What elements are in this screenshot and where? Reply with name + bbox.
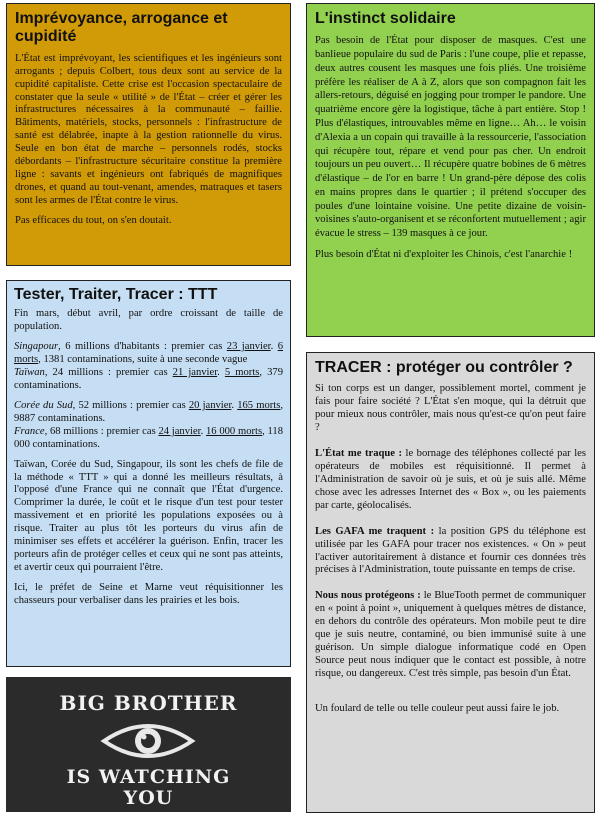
article-paragraph: Pas besoin de l'État pour disposer de masques. C'est une banlieue populaire du sud de Paris : l'une coupe, plie et repasse, deux autres cousent les masques une fois pliés. Une troisième préfère les réaliser de A à Z, alors que son compagnon fait les allers-retours, déguisé en jogging pour tromper le pandore. Une quatrième encore gère la logistique, tâche à part entière. Stop ! Plus d'élastiques, introuvables même en ligne… Ah… le voisin d'Alexia a un copain qui travaille à la ressourcerie, l'association qui récupère tout, répare et vend pour pas cher. Un endroit toujours un peu ouvert… Il récupère quatre bobines de 6 mètres d'élastique – de l'or en barre ! Un grand-père dépose des colis en mains propres dans le quartier ; il prétend s'occuper des poules d'une lointaine voisine. Une petite dizaine de voisin-voisines s'auto-organisent et se réconfortent mutuellement ; agir évacue le stress – 139 masques à ce jour.	[315, 35, 586, 240]
bullet-list	[315, 435, 586, 681]
article-imprevoyance	[6, 3, 291, 266]
country-text: , 118 000 contaminations.	[14, 425, 283, 450]
first-case-date: 21 janvier	[172, 367, 218, 379]
bullet-text: le BlueTooth permet de communiquer en « point à point », uniquement à quelques mètres de distance, en dehors du contrôle des opérateurs. Mon mobile peut te dire que je suis neutre, contaminé, ou bien immunisé suite à une guérison. Un simple dialogue informatique codé en Open Source peut nous indiquer que le contact est possible, à notre risque, ou dangereux. C'est très simple, pas besoin d'un État.	[315, 590, 586, 679]
country-name: Singapour	[14, 341, 59, 353]
article-title: L'instinct solidaire	[315, 10, 456, 27]
article-paragraph: Ici, le préfet de Seine et Marne veut réquisitionner les chasseurs pour verbaliser dans les prairies et les bois.	[14, 581, 283, 606]
article-tracer	[306, 352, 595, 813]
article-title: Tester, Traiter, Tracer : TTT	[14, 286, 218, 303]
country-text: .	[217, 367, 225, 379]
country-text: , 68 millions : premier cas	[44, 425, 159, 437]
article-intro: Fin mars, début avril, par ordre croissant de taille de population.	[14, 308, 283, 333]
article-paragraph: L'État est imprévoyant, les scientifiques et les ingénieurs sont arrogants ; depuis Colbert, tous deux sont au service de la cupidité capitaliste. Cette crise est l'occasion spectaculaire de constater que la seule « utilité » de l'État – créer et gérer les infrastructures nécessaires à la communauté – faillie. Bâtiments, matériels, stocks, personnels : l'infrastructure de santé est délabrée, inapte à la gestion rationnelle du virus. Seule en bon état de marche – personnels rodés, stocks débordants – l'infrastructure sécuritaire constitue la première ligne : savants et ingénieurs ont fabriqués de magnifiques drones, et quand au tout-venant, amendes, matraques et tasers sont les armes de l'État contre le virus.	[15, 52, 282, 206]
poster-line-3: YOU	[123, 787, 174, 809]
bullet-item	[315, 526, 586, 578]
country-entry	[14, 341, 283, 367]
first-case-date: 23 janvier	[226, 341, 271, 353]
country-name: France	[14, 425, 45, 437]
country-text: .	[231, 399, 238, 411]
death-count: 5 morts	[224, 367, 260, 379]
article-ttt	[6, 280, 291, 667]
poster-line-2: IS WATCHING	[66, 766, 231, 788]
country-text: .	[200, 425, 206, 437]
article-title: TRACER : protéger ou contrôler ?	[315, 359, 573, 376]
bullet-item	[315, 448, 586, 513]
country-text: , 24 millions : premier cas	[44, 367, 173, 379]
country-list	[14, 341, 283, 451]
country-entry	[14, 426, 283, 452]
country-text: , 52 millions : premier cas	[72, 399, 189, 411]
article-paragraph: Pas efficaces du tout, on s'en doutait.	[15, 214, 172, 226]
country-text: , 379 contaminations.	[14, 367, 284, 391]
death-count: 16 000 morts	[206, 425, 263, 437]
bullet-item	[315, 590, 586, 680]
poster-line-1: BIG BROTHER	[59, 691, 238, 715]
bullet-text: la position GPS du téléphone est utilisée par les GAFA pour tracer nos existences. « On » peut l'activer autoritairement à distance et fournir ces données très précises à l'Administration, toute puissante en temps de crise.	[315, 525, 586, 576]
article-paragraph: Taïwan, Corée du Sud, Singapour, ils sont les chefs de file de la méthode « TTT » qui a donné les meilleurs résultats, à l'opposé d'une France qui ne connaît que l'État d'urgence. Comprimer la durée, le coût et le risque d'un test pour tester massivement et en priorité les populations exposées ou à risque. Traiter au plus tôt les porteurs du virus afin de minimiser ses effets et accélérer la guérison. Enfin, tracer les porteurs afin de protéger celles et ceux qui ne sont pas atteints, et avertir ceux qui pourraient l'être.	[14, 458, 283, 573]
eye-icon	[100, 719, 196, 763]
country-text: , 1381 contaminations, suite à une seconde vague	[38, 354, 248, 366]
country-name: Taïwan	[14, 367, 45, 379]
bullet-heading: Nous nous protégeons :	[315, 590, 421, 602]
death-count: 6 morts	[14, 341, 284, 366]
first-case-date: 20 janvier	[188, 399, 232, 411]
article-paragraph: Plus besoin d'État ni d'exploiter les Chinois, c'est l'anarchie !	[315, 248, 573, 260]
article-intro: Si ton corps est un danger, possiblement mortel, comment je fais pour faire société ? L'État s'en moque, qui la détruit que pour mieux nous contrôler, mais nous qu'est-ce qu'on peut faire ?	[315, 383, 586, 434]
country-text: , 6 millions d'habitants : premier cas	[58, 341, 227, 353]
article-outro: Un foulard de telle ou telle couleur peut aussi faire le job.	[315, 702, 560, 714]
country-text: , 9887 contaminations.	[14, 399, 284, 424]
article-title: Imprévoyance, arrogance et cupidité	[15, 10, 228, 46]
country-entry	[14, 367, 283, 393]
death-count: 165 morts	[237, 399, 281, 411]
country-entry	[14, 400, 283, 426]
article-instinct-solidaire	[306, 3, 595, 337]
bullet-heading: L'État me traque :	[315, 448, 403, 460]
bullet-heading: Les GAFA me traquent :	[315, 525, 435, 537]
country-name: Corée du Sud	[14, 399, 73, 411]
bullet-text: le bornage des téléphones collecté par les opérateurs de mobiles est réquisitionné. Il permet à l'Administration de savoir où je suis, et où je suis allé. Même chose avec les adresses Internet des « Box », ou les paiements par carte, géolocalisés.	[315, 448, 586, 511]
big-brother-poster	[6, 677, 291, 812]
first-case-date: 24 janvier	[158, 425, 201, 437]
country-text: .	[270, 341, 278, 353]
